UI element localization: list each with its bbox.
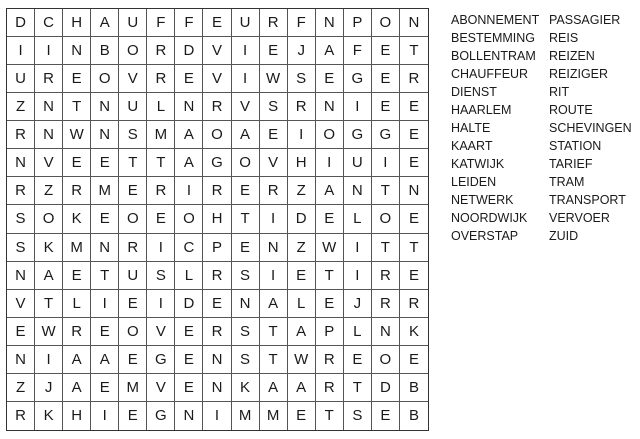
- grid-cell[interactable]: A: [35, 262, 63, 290]
- grid-cell[interactable]: O: [35, 205, 63, 233]
- grid-cell[interactable]: O: [119, 37, 147, 65]
- grid-cell[interactable]: F: [175, 9, 203, 37]
- word-list-item: KAART: [451, 139, 493, 153]
- grid-cell[interactable]: L: [63, 290, 91, 318]
- grid-cell[interactable]: A: [175, 121, 203, 149]
- grid-cell[interactable]: H: [63, 402, 91, 430]
- grid-cell[interactable]: W: [63, 121, 91, 149]
- grid-cell[interactable]: A: [232, 121, 260, 149]
- grid-cell[interactable]: I: [372, 149, 400, 177]
- grid-cell[interactable]: Z: [7, 374, 35, 402]
- grid-cell[interactable]: I: [147, 234, 175, 262]
- grid-cell[interactable]: E: [203, 9, 231, 37]
- grid-cell[interactable]: A: [63, 346, 91, 374]
- grid-cell[interactable]: D: [288, 205, 316, 233]
- grid-cell[interactable]: E: [147, 205, 175, 233]
- grid-cell[interactable]: T: [35, 290, 63, 318]
- grid-cell[interactable]: R: [63, 177, 91, 205]
- grid-cell[interactable]: T: [260, 318, 288, 346]
- grid-cell[interactable]: E: [7, 318, 35, 346]
- grid-cell[interactable]: R: [35, 65, 63, 93]
- word-list-item: ABONNEMENT: [451, 13, 540, 27]
- word-list-item: HALTE: [451, 121, 491, 135]
- word-list-item: RIT: [549, 85, 570, 99]
- grid-cell[interactable]: G: [203, 149, 231, 177]
- grid-cell[interactable]: Z: [7, 93, 35, 121]
- grid-cell[interactable]: M: [119, 374, 147, 402]
- grid-cell[interactable]: E: [91, 149, 119, 177]
- grid-cell[interactable]: T: [119, 149, 147, 177]
- grid-cell[interactable]: N: [400, 177, 428, 205]
- grid-cell[interactable]: R: [147, 37, 175, 65]
- grid-cell[interactable]: R: [260, 9, 288, 37]
- grid-cell[interactable]: O: [372, 9, 400, 37]
- grid-cell[interactable]: G: [372, 121, 400, 149]
- grid-cell[interactable]: V: [203, 37, 231, 65]
- grid-cell[interactable]: I: [344, 93, 372, 121]
- grid-cell[interactable]: E: [63, 262, 91, 290]
- grid-cell[interactable]: E: [260, 37, 288, 65]
- grid-cell[interactable]: A: [316, 177, 344, 205]
- grid-cell[interactable]: R: [400, 65, 428, 93]
- word-list-item: VERVOER: [549, 211, 610, 225]
- grid-cell[interactable]: R: [7, 402, 35, 430]
- grid-cell[interactable]: O: [232, 149, 260, 177]
- grid-cell[interactable]: K: [35, 234, 63, 262]
- grid-cell[interactable]: L: [147, 93, 175, 121]
- grid-cell[interactable]: R: [147, 177, 175, 205]
- grid-cell[interactable]: T: [400, 234, 428, 262]
- grid-cell[interactable]: P: [316, 318, 344, 346]
- grid-cell[interactable]: E: [119, 177, 147, 205]
- grid-cell[interactable]: R: [203, 177, 231, 205]
- grid-cell[interactable]: J: [344, 290, 372, 318]
- grid-cell[interactable]: R: [63, 318, 91, 346]
- grid-cell[interactable]: E: [175, 346, 203, 374]
- grid-cell[interactable]: E: [400, 149, 428, 177]
- grid-cell[interactable]: E: [400, 93, 428, 121]
- grid-cell[interactable]: A: [91, 9, 119, 37]
- grid-cell[interactable]: E: [232, 234, 260, 262]
- grid-cell[interactable]: I: [344, 262, 372, 290]
- grid-cell[interactable]: A: [63, 374, 91, 402]
- grid-cell[interactable]: E: [400, 262, 428, 290]
- grid-cell[interactable]: E: [400, 346, 428, 374]
- grid-cell[interactable]: K: [35, 402, 63, 430]
- grid-cell[interactable]: N: [7, 346, 35, 374]
- grid-cell[interactable]: I: [232, 37, 260, 65]
- grid-cell[interactable]: N: [91, 93, 119, 121]
- grid-cell[interactable]: B: [91, 37, 119, 65]
- grid-cell[interactable]: I: [232, 65, 260, 93]
- grid-cell[interactable]: R: [147, 65, 175, 93]
- grid-cell[interactable]: N: [7, 262, 35, 290]
- grid-cell[interactable]: E: [232, 177, 260, 205]
- grid-cell[interactable]: R: [203, 318, 231, 346]
- grid-cell[interactable]: T: [316, 402, 344, 430]
- grid-cell[interactable]: G: [344, 65, 372, 93]
- grid-cell[interactable]: T: [91, 262, 119, 290]
- grid-cell[interactable]: I: [35, 346, 63, 374]
- grid-cell[interactable]: A: [91, 346, 119, 374]
- grid-cell[interactable]: A: [260, 290, 288, 318]
- grid-cell[interactable]: E: [316, 205, 344, 233]
- grid-cell[interactable]: M: [91, 177, 119, 205]
- grid-cell[interactable]: T: [372, 177, 400, 205]
- word-list-item: ROUTE: [549, 103, 593, 117]
- grid-cell[interactable]: U: [119, 262, 147, 290]
- grid-cell[interactable]: O: [175, 205, 203, 233]
- grid-cell[interactable]: S: [7, 234, 35, 262]
- grid-cell[interactable]: F: [344, 37, 372, 65]
- grid-cell[interactable]: C: [35, 9, 63, 37]
- grid-cell[interactable]: N: [344, 177, 372, 205]
- grid-cell[interactable]: E: [288, 262, 316, 290]
- grid-cell[interactable]: D: [175, 290, 203, 318]
- grid-cell[interactable]: Z: [35, 177, 63, 205]
- word-search-grid: [6, 8, 429, 431]
- grid-cell[interactable]: T: [63, 93, 91, 121]
- grid-cell[interactable]: E: [91, 374, 119, 402]
- grid-cell[interactable]: P: [344, 9, 372, 37]
- word-list-item: BOLLENTRAM: [451, 49, 536, 63]
- grid-cell[interactable]: V: [260, 149, 288, 177]
- grid-cell[interactable]: N: [203, 346, 231, 374]
- grid-cell[interactable]: S: [232, 346, 260, 374]
- grid-cell[interactable]: E: [400, 121, 428, 149]
- grid-cell[interactable]: S: [7, 205, 35, 233]
- word-list-item: SCHEVINGEN: [549, 121, 632, 135]
- grid-cell[interactable]: M: [63, 234, 91, 262]
- grid-cell[interactable]: G: [147, 402, 175, 430]
- grid-cell[interactable]: U: [232, 9, 260, 37]
- grid-cell[interactable]: U: [119, 93, 147, 121]
- grid-cell[interactable]: Z: [288, 177, 316, 205]
- grid-cell[interactable]: V: [232, 93, 260, 121]
- grid-cell[interactable]: E: [316, 290, 344, 318]
- grid-cell[interactable]: O: [119, 205, 147, 233]
- grid-cell[interactable]: N: [316, 9, 344, 37]
- grid-cell[interactable]: F: [288, 9, 316, 37]
- grid-cell[interactable]: E: [91, 318, 119, 346]
- grid-cell[interactable]: W: [260, 65, 288, 93]
- grid-cell[interactable]: I: [288, 121, 316, 149]
- grid-cell[interactable]: L: [288, 290, 316, 318]
- grid-cell[interactable]: B: [400, 374, 428, 402]
- grid-cell[interactable]: M: [260, 402, 288, 430]
- grid-cell[interactable]: E: [372, 402, 400, 430]
- grid-cell[interactable]: U: [7, 65, 35, 93]
- grid-cell[interactable]: S: [288, 65, 316, 93]
- grid-cell[interactable]: A: [316, 37, 344, 65]
- grid-cell[interactable]: V: [147, 374, 175, 402]
- grid-cell[interactable]: G: [344, 121, 372, 149]
- grid-cell[interactable]: T: [147, 149, 175, 177]
- grid-cell[interactable]: N: [203, 374, 231, 402]
- grid-cell[interactable]: O: [203, 121, 231, 149]
- word-list-item: TRANSPORT: [549, 193, 626, 207]
- grid-cell[interactable]: O: [316, 121, 344, 149]
- word-list: [451, 11, 636, 245]
- grid-cell[interactable]: O: [119, 318, 147, 346]
- word-list-item: TRAM: [549, 175, 585, 189]
- grid-cell[interactable]: O: [91, 65, 119, 93]
- grid-cell[interactable]: J: [288, 37, 316, 65]
- grid-cell[interactable]: N: [260, 234, 288, 262]
- grid-cell[interactable]: W: [288, 346, 316, 374]
- grid-cell[interactable]: R: [203, 93, 231, 121]
- word-list-item: NOORDWIJK: [451, 211, 528, 225]
- grid-cell[interactable]: E: [260, 121, 288, 149]
- grid-cell[interactable]: S: [232, 318, 260, 346]
- grid-cell[interactable]: T: [316, 262, 344, 290]
- grid-cell[interactable]: I: [260, 262, 288, 290]
- grid-cell[interactable]: D: [372, 374, 400, 402]
- word-list-item: STATION: [549, 139, 602, 153]
- grid-cell[interactable]: E: [175, 374, 203, 402]
- grid-cell[interactable]: R: [260, 177, 288, 205]
- grid-cell[interactable]: K: [63, 205, 91, 233]
- grid-cell[interactable]: I: [7, 37, 35, 65]
- grid-cell[interactable]: G: [147, 346, 175, 374]
- grid-cell[interactable]: F: [147, 9, 175, 37]
- grid-cell[interactable]: E: [175, 65, 203, 93]
- grid-cell[interactable]: R: [372, 290, 400, 318]
- grid-cell[interactable]: K: [232, 374, 260, 402]
- word-list-item: OVERSTAP: [451, 229, 519, 243]
- grid-cell[interactable]: N: [35, 121, 63, 149]
- grid-cell[interactable]: U: [344, 149, 372, 177]
- grid-cell[interactable]: N: [400, 9, 428, 37]
- grid-cell[interactable]: T: [372, 234, 400, 262]
- grid-cell[interactable]: M: [232, 402, 260, 430]
- grid-cell[interactable]: I: [316, 149, 344, 177]
- grid-cell[interactable]: I: [35, 37, 63, 65]
- word-list-item: REIS: [549, 31, 579, 45]
- word-list-item: TARIEF: [549, 157, 593, 171]
- grid-cell[interactable]: E: [119, 290, 147, 318]
- grid-cell[interactable]: O: [372, 346, 400, 374]
- grid-cell[interactable]: U: [119, 9, 147, 37]
- grid-cell[interactable]: E: [91, 205, 119, 233]
- grid-cell[interactable]: S: [260, 93, 288, 121]
- grid-cell[interactable]: E: [372, 65, 400, 93]
- grid-cell[interactable]: N: [175, 93, 203, 121]
- grid-cell[interactable]: N: [91, 234, 119, 262]
- word-list-item: LEIDEN: [451, 175, 497, 189]
- grid-cell[interactable]: E: [288, 402, 316, 430]
- grid-cell[interactable]: T: [260, 346, 288, 374]
- grid-cell[interactable]: M: [147, 121, 175, 149]
- grid-cell[interactable]: I: [203, 402, 231, 430]
- grid-cell[interactable]: C: [175, 234, 203, 262]
- grid-cell[interactable]: N: [7, 149, 35, 177]
- grid-cell[interactable]: E: [372, 37, 400, 65]
- grid-cell[interactable]: L: [344, 205, 372, 233]
- word-list-item: REIZIGER: [549, 67, 609, 81]
- grid-cell[interactable]: E: [175, 318, 203, 346]
- grid-cell[interactable]: A: [175, 149, 203, 177]
- grid-cell[interactable]: V: [203, 65, 231, 93]
- grid-cell[interactable]: H: [288, 149, 316, 177]
- grid-cell[interactable]: H: [63, 9, 91, 37]
- grid-cell[interactable]: R: [316, 374, 344, 402]
- grid-cell[interactable]: S: [119, 121, 147, 149]
- word-list-item: DIENST: [451, 85, 497, 99]
- grid-cell[interactable]: T: [232, 205, 260, 233]
- grid-cell[interactable]: A: [288, 318, 316, 346]
- grid-cell[interactable]: S: [344, 402, 372, 430]
- word-list-item: HAARLEM: [451, 103, 512, 117]
- word-list-item: BESTEMMING: [451, 31, 536, 45]
- grid-cell[interactable]: E: [372, 93, 400, 121]
- grid-cell[interactable]: N: [316, 93, 344, 121]
- grid-cell[interactable]: I: [175, 177, 203, 205]
- grid-cell[interactable]: P: [203, 234, 231, 262]
- grid-cell[interactable]: I: [147, 290, 175, 318]
- grid-cell[interactable]: V: [147, 318, 175, 346]
- word-list-item: REIZEN: [549, 49, 595, 63]
- grid-cell[interactable]: W: [35, 318, 63, 346]
- grid-cell[interactable]: T: [400, 37, 428, 65]
- grid-cell[interactable]: I: [260, 205, 288, 233]
- grid-cell[interactable]: N: [232, 290, 260, 318]
- grid-cell[interactable]: L: [175, 262, 203, 290]
- grid-cell[interactable]: V: [7, 290, 35, 318]
- grid-cell[interactable]: E: [63, 149, 91, 177]
- grid-cell[interactable]: D: [7, 9, 35, 37]
- grid-cell[interactable]: R: [203, 262, 231, 290]
- grid-cell[interactable]: T: [344, 374, 372, 402]
- grid-cell[interactable]: I: [91, 402, 119, 430]
- word-list-item: ZUID: [549, 229, 579, 243]
- word-list-item: KATWIJK: [451, 157, 505, 171]
- grid-cell[interactable]: R: [316, 346, 344, 374]
- grid-cell[interactable]: N: [35, 93, 63, 121]
- grid-cell[interactable]: O: [372, 205, 400, 233]
- grid-cell[interactable]: W: [316, 234, 344, 262]
- grid-cell[interactable]: N: [372, 318, 400, 346]
- grid-cell[interactable]: S: [232, 262, 260, 290]
- grid-cell[interactable]: L: [344, 318, 372, 346]
- grid-cell[interactable]: I: [344, 234, 372, 262]
- word-list-item: PASSAGIER: [549, 13, 621, 27]
- grid-cell[interactable]: B: [408, 407, 419, 425]
- grid-cell[interactable]: D: [175, 37, 203, 65]
- grid-cell[interactable]: E: [119, 402, 147, 430]
- grid-cell[interactable]: Z: [288, 234, 316, 262]
- grid-cell[interactable]: E: [63, 65, 91, 93]
- grid-cell[interactable]: R: [7, 121, 35, 149]
- grid-cell[interactable]: E: [119, 346, 147, 374]
- grid-cell[interactable]: E: [344, 346, 372, 374]
- grid-cell[interactable]: I: [91, 290, 119, 318]
- grid-cell[interactable]: E: [316, 65, 344, 93]
- grid-cell[interactable]: R: [372, 262, 400, 290]
- word-list-item: NETWERK: [451, 193, 514, 207]
- grid-cell[interactable]: K: [400, 318, 428, 346]
- grid-cell[interactable]: H: [203, 205, 231, 233]
- grid-cell[interactable]: E: [400, 205, 428, 233]
- grid-cell[interactable]: J: [35, 374, 63, 402]
- grid-cell[interactable]: N: [91, 121, 119, 149]
- grid-cell[interactable]: R: [119, 234, 147, 262]
- grid-cell[interactable]: R: [7, 177, 35, 205]
- word-list-item: CHAUFFEUR: [451, 67, 529, 81]
- grid-cell[interactable]: V: [119, 65, 147, 93]
- grid-cell[interactable]: N: [175, 402, 203, 430]
- grid-cell[interactable]: A: [288, 374, 316, 402]
- grid-cell[interactable]: N: [63, 37, 91, 65]
- grid-cell[interactable]: E: [203, 290, 231, 318]
- grid-cell[interactable]: A: [260, 374, 288, 402]
- grid-cell[interactable]: R: [400, 290, 428, 318]
- grid-cell[interactable]: S: [147, 262, 175, 290]
- grid-cell[interactable]: V: [35, 149, 63, 177]
- grid-cell[interactable]: R: [288, 93, 316, 121]
